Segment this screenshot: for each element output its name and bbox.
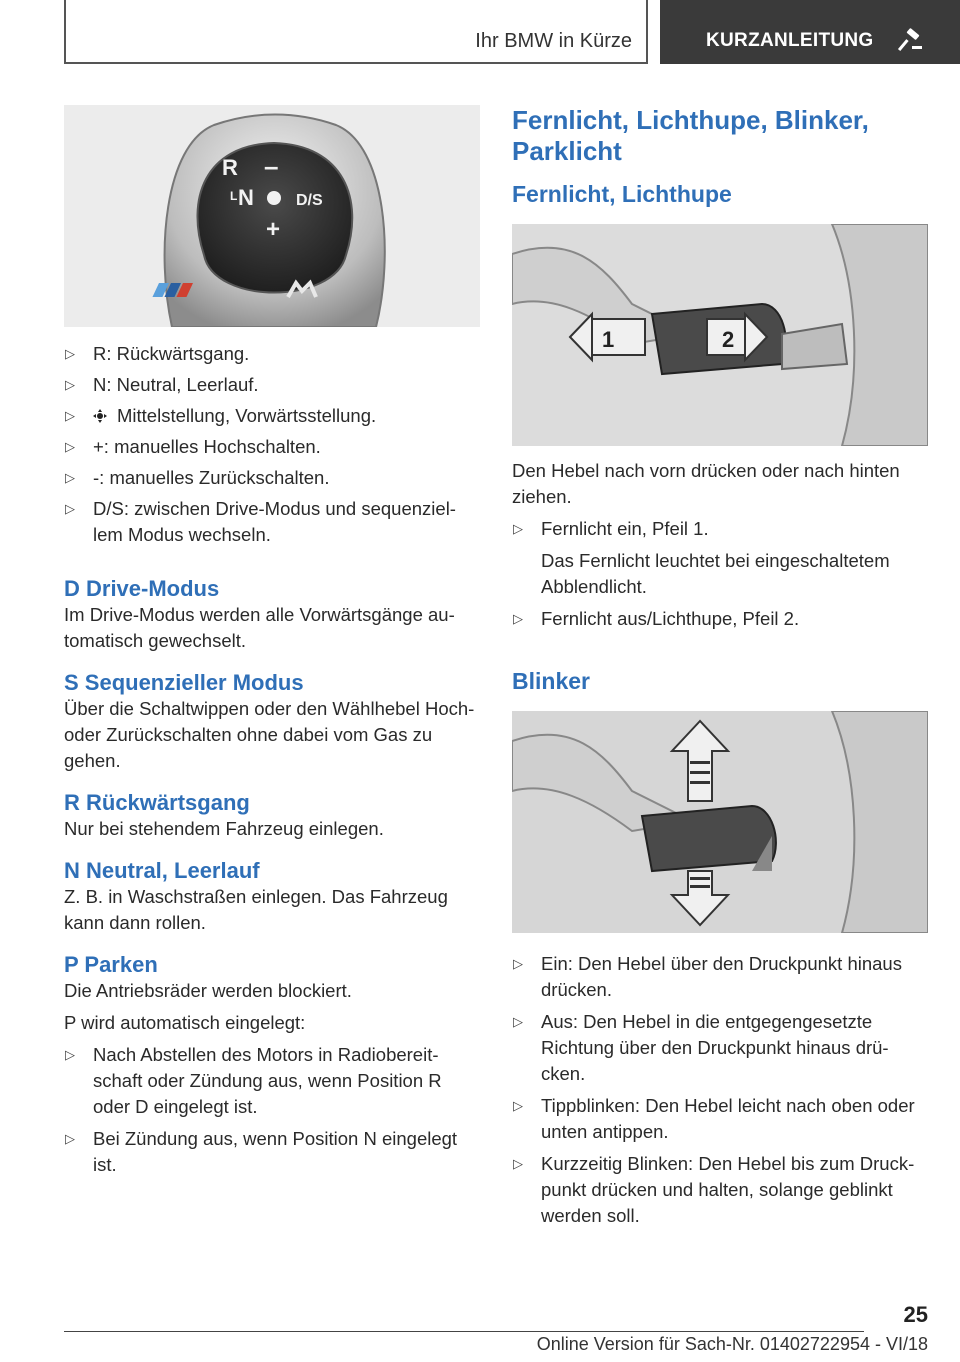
turn-signal-lever-image <box>512 711 928 933</box>
list-item: ▷ N: Neutral, Leerlauf. <box>64 372 480 398</box>
gear-letter-l: L <box>230 189 238 203</box>
gear-letter-r: R <box>222 155 238 180</box>
section-text: Über die Schaltwippen oder den Wählhebel Hoch- oder Zurückschalten ohne dabei vom Gas zu gehen. <box>64 698 475 771</box>
list-item: ▷ Aus: Den Hebel in die entgegengesetzte Richtung über den Druckpunkt hinaus drü-cken. <box>513 1011 889 1084</box>
list-item: ▷ Tippblinken: Den Hebel leicht nach oben oder unten antippen. <box>513 1095 915 1142</box>
arrow-label-2: 2 <box>722 327 735 352</box>
header-chapter-tab <box>660 0 960 64</box>
gear-letter-n: N <box>238 185 254 210</box>
list-item: ▷ Nach Abstellen des Motors in Radiobereit-schaft oder Zündung aus, wenn Position R oder D eingelegt ist. <box>65 1044 442 1117</box>
list-item: ▷ Kurzzeitig Blinken: Den Hebel bis zum Druck-punkt drücken und halten, solange geblinkt werden soll. <box>513 1153 915 1226</box>
triangle-bullet-icon: ▷ <box>65 377 75 392</box>
list-item-detail: Das Fernlicht leuchtet bei eingeschaltetem Abblendlicht. <box>541 550 890 597</box>
gear-letter-minus: – <box>264 151 279 181</box>
section-text: Im Drive-Modus werden alle Vorwärtsgänge au-tomatisch gewechselt. <box>64 604 455 651</box>
reverse-section <box>64 790 480 842</box>
section-heading: R Rückwärtsgang <box>64 790 250 815</box>
triangle-bullet-icon: ▷ <box>513 956 523 971</box>
gavel-icon <box>898 28 924 59</box>
right-column <box>512 105 928 1229</box>
list-item: ▷ Bei Zündung aus, wenn Position N eingelegt ist. <box>65 1128 458 1175</box>
list-item: ▷ +: manuelles Hochschalten. <box>64 434 480 460</box>
section-heading: N Neutral, Leerlauf <box>64 858 260 883</box>
section-text: Nur bei stehendem Fahrzeug einlegen. <box>64 818 384 839</box>
list-item: ▷ Fernlicht ein, Pfeil 1. Das Fernlicht leuchtet bei eingeschaltetem Abblendlicht. <box>512 516 928 600</box>
subheading-high-beam: Fernlicht, Lichthupe <box>512 181 732 207</box>
list-item: ▷ D/S: zwischen Drive-Modus und sequenziel-lem Modus wechseln. <box>65 498 456 545</box>
subheading-turn-signal: Blinker <box>512 668 590 694</box>
high-beam-intro: Den Hebel nach vorn drücken oder nach hinten ziehen. <box>512 460 900 507</box>
sequential-mode-section <box>64 670 480 774</box>
list-item: ▷ Mittelstellung, Vorwärtsstellung. <box>64 403 480 429</box>
list-item: ▷ R: Rückwärtsgang. <box>64 341 480 367</box>
gear-letter-plus: + <box>266 216 281 243</box>
high-beam-lever-image <box>512 224 928 446</box>
section-text: Die Antriebsräder werden blockiert. <box>64 980 352 1001</box>
center-position-icon <box>93 404 107 418</box>
section-text: Z. B. in Waschstraßen einlegen. Das Fahrzeug kann dann rollen. <box>64 886 448 933</box>
triangle-bullet-icon: ▷ <box>513 521 523 536</box>
triangle-bullet-icon: ▷ <box>65 501 75 516</box>
triangle-bullet-icon: ▷ <box>513 611 523 626</box>
triangle-bullet-icon: ▷ <box>513 1156 523 1171</box>
list-item: ▷ Ein: Den Hebel über den Druckpunkt hinaus drücken. <box>513 953 902 1000</box>
header-section-box <box>64 0 648 64</box>
left-column <box>64 105 480 1178</box>
turn-signal-list <box>512 951 928 1229</box>
triangle-bullet-icon: ▷ <box>65 346 75 361</box>
triangle-bullet-icon: ▷ <box>65 1131 75 1146</box>
triangle-bullet-icon: ▷ <box>513 1098 523 1113</box>
triangle-bullet-icon: ▷ <box>65 439 75 454</box>
section-heading: D Drive-Modus <box>64 576 220 601</box>
page-number: 25 <box>903 1302 928 1327</box>
triangle-bullet-icon: ▷ <box>65 1047 75 1062</box>
footer-text: Online Version für Sach-Nr. 01402722954 - VI/18 <box>536 1334 928 1354</box>
park-intro: P wird automatisch eingelegt: <box>64 1012 306 1033</box>
gear-letter-ds: D/S <box>296 192 323 209</box>
high-beam-list <box>512 516 928 632</box>
park-list <box>64 1042 480 1178</box>
list-item: ▷ -: manuelles Zurückschalten. <box>64 465 480 491</box>
neutral-section <box>64 858 480 936</box>
section-heading: S Sequenzieller Modus <box>64 670 304 695</box>
list-item: ▷ Fernlicht aus/Lichthupe, Pfeil 2. <box>512 606 928 632</box>
triangle-bullet-icon: ▷ <box>65 470 75 485</box>
triangle-bullet-icon: ▷ <box>65 408 75 423</box>
arrow-label-1: 1 <box>602 327 615 352</box>
main-heading: Fernlicht, Lichthupe, Blinker, Parklicht <box>512 105 869 166</box>
header-section-title: Ihr BMW in Kürze <box>475 30 632 52</box>
drive-mode-section <box>64 576 480 654</box>
park-section <box>64 952 480 1178</box>
gear-position-list <box>64 341 480 548</box>
triangle-bullet-icon: ▷ <box>513 1014 523 1029</box>
footer-divider <box>64 1331 864 1332</box>
header-chapter-label: KURZANLEITUNG <box>706 30 874 51</box>
section-heading: P Parken <box>64 952 158 977</box>
gear-selector-image <box>64 105 480 327</box>
